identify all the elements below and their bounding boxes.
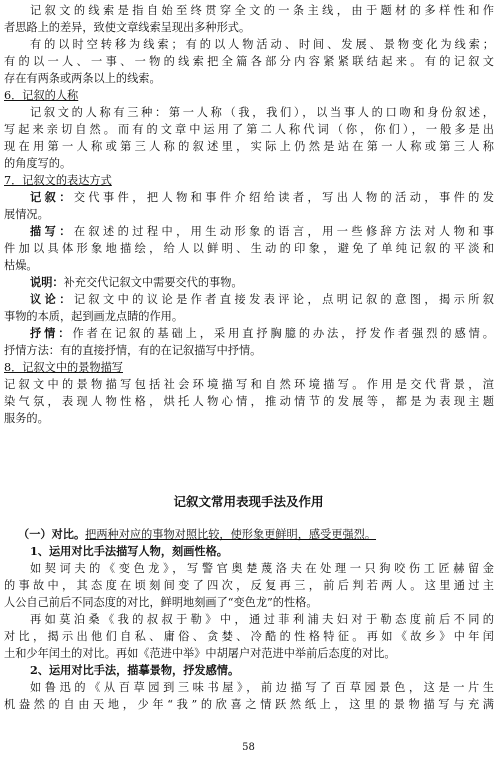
text-line: 记叙文的线索是指自始至终贯穿全文的一条主线，由于题材的多样性和作 [30, 4, 494, 17]
section-heading: 6．记叙的人称 [4, 89, 79, 102]
term-label: 说明： [30, 275, 64, 289]
definition-shuoming [30, 275, 494, 290]
term-label: 抒情： [30, 326, 73, 340]
contrast-description: 把两种对应的事物对照比较，使形象更鲜明，感受更强烈。 [85, 528, 377, 541]
text-line: 事物的本质，起到画龙点睛的作用。 [4, 310, 184, 323]
definition-jixu [30, 190, 494, 205]
definition-yilun [30, 292, 494, 307]
text-line: 件加以具体形象地描绘，给人以鲜明、生动的印象，避免了单纯记叙的平淡和 [4, 242, 494, 255]
text-line: 存在有两条或两条以上的线索。 [4, 72, 161, 85]
text-line: 有的以时空转移为线索；有的以人物活动、时间、发展、景物变化为线索； [30, 38, 494, 51]
section-title: 记叙文常用表现手法及作用 [173, 494, 324, 509]
definition-shuqing [30, 326, 494, 341]
term-label: 记叙： [30, 190, 74, 204]
contrast-heading [18, 527, 494, 542]
text-line: 现在用第一人称或第三人称的叙述里，实际上仍然是站在第一人称或第三人称 [4, 140, 494, 153]
page-number: 58 [242, 742, 255, 753]
text-line: 记叙文中的景物描写包括社会环境描写和自然环境描写。作用是交代背景，渲 [4, 378, 494, 391]
text-line: 展情况。 [4, 208, 49, 221]
subheading: 2、运用对比手法，描摹景物，抒发感情。 [30, 663, 240, 677]
text-line: 再如莫泊桑《我的叔叔于勒》中，通过菲利浦夫妇对于勒态度前后不同的 [30, 613, 494, 626]
section-heading: 8．记叙文中的景物描写 [4, 361, 123, 374]
definition-text: 记叙文中的议论是作者直接发表评论，点明记叙的意图，揭示所叙 [73, 293, 494, 306]
definition-text: 在叙述的过程中，用生动形象的语言，用一些修辞方法对人物和事 [73, 225, 494, 238]
definition-text: 交代事件，把人物和事件介绍给读者，写出人物的活动，事件的发 [73, 191, 494, 204]
definition-text: 补充交代记叙文中需要交代的事物。 [63, 276, 243, 289]
text-line: 染气氛，表现人物性格，烘托人物心情，推动情节的发展等，都是为表现主题 [4, 395, 494, 408]
subheading: 1、运用对比手法描写人物，刻画性格。 [30, 544, 228, 558]
term-label: 议论： [30, 292, 74, 306]
definition-miaoxie [30, 224, 494, 239]
text-line: 如鲁迅的《从百草园到三味书屋》，前边描写了百草园景色，这是一片生 [30, 681, 494, 694]
text-line: 机盎然的自由天地，少年“我”的欣喜之情跃然纸上，这里的景物描写与充满 [4, 698, 494, 711]
text-line: 如契诃夫的《变色龙》，写警官奥楚蔑洛夫在处理一只狗咬伤工匠赫留金 [30, 562, 494, 575]
text-line: 人公自己前后不同态度的对比，鲜明地刻画了“变色龙”的性格。 [4, 596, 318, 609]
definition-text: 作者在记叙的基础上，采用直抒胸臆的办法，抒发作者强烈的感情。 [72, 327, 494, 340]
text-line: 的角度写的。 [4, 157, 72, 170]
text-line: 枯燥。 [4, 259, 38, 272]
text-line: 服务的。 [4, 412, 49, 425]
text-line: 记叙文的人称有三种：第一人称（我，我们），以当事人的口吻和身份叙述， [30, 106, 494, 119]
section-heading: 7．记叙文的表达方式 [4, 174, 112, 187]
contrast-label: （一）对比。 [18, 527, 86, 541]
text-line: 有的以一人、一事、一物的线索把全篇各部分内容紧紧联结起来。有的记叙文 [4, 55, 494, 68]
text-line: 抒情方法：有的直接抒情，有的在记叙描写中抒情。 [4, 344, 262, 357]
text-line: 土和少年闰土的对比。再如《范进中举》中胡屠户对范进中举前后态度的对比。 [4, 647, 396, 660]
text-line: 者思路上的差异，致使文章线索呈现出多种形式。 [4, 21, 251, 34]
text-line: 对比，揭示出他们自私、庸俗、贪婪、冷酷的性格特征。再如《故乡》中年闰 [4, 630, 494, 643]
text-line: 的事故中，其态度在顷刻间变了四次，反复再三，前后判若两人。这里通过主 [4, 579, 494, 592]
term-label: 描写： [30, 224, 74, 238]
text-line: 写起来亲切自然。而有的文章中运用了第二人称代词（你，你们），一般多是出 [4, 123, 494, 136]
